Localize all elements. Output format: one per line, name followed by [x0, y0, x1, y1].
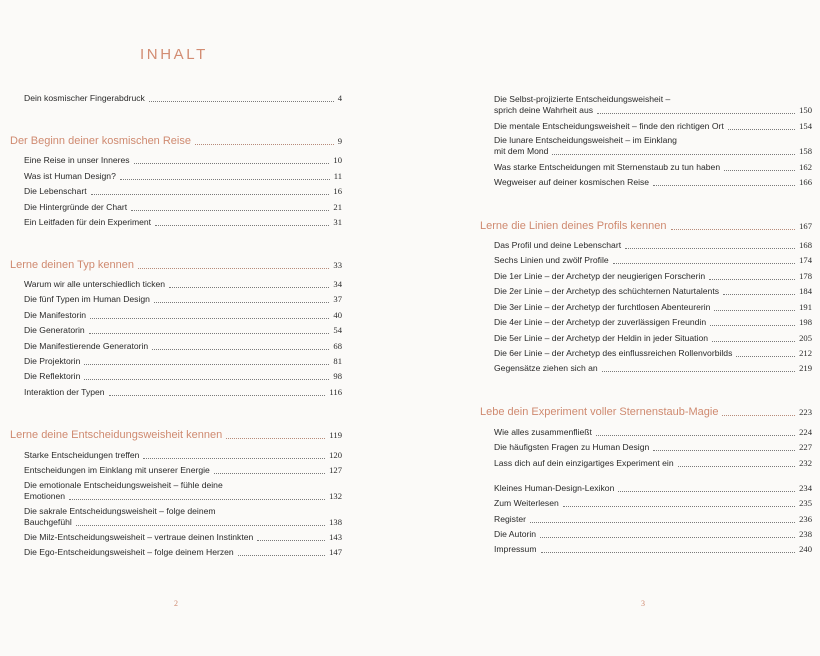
toc-entry-label: Die 5er Linie – der Archetyp der Heldin in jeder Situation — [494, 333, 709, 343]
toc-entry-label: Die 6er Linie – der Archetyp des einflussreichen Rollenvorbilds — [494, 348, 733, 358]
toc-entry-page: 16 — [333, 186, 342, 196]
toc-entry-label: Impressum — [494, 544, 537, 554]
toc-entry-page: 212 — [799, 348, 812, 358]
section-title: Der Beginn deiner kosmischen Reise — [10, 135, 191, 147]
leader-dots — [69, 499, 325, 500]
toc-entry-page: 68 — [333, 341, 342, 351]
leader-dots — [712, 341, 795, 342]
toc-entry[interactable] — [494, 514, 812, 525]
toc-entry[interactable] — [494, 286, 812, 297]
toc-entry-page: 150 — [799, 105, 812, 115]
leader-dots — [76, 525, 325, 526]
toc-section-heading[interactable] — [10, 136, 342, 147]
toc-entry-label-line1: Die emotionale Entscheidungsweisheit – fühle deine — [24, 480, 223, 490]
leader-dots — [214, 473, 325, 474]
toc-entry-label: Die fünf Typen im Human Design — [24, 294, 150, 304]
toc-entry[interactable] — [494, 146, 812, 157]
toc-entry[interactable] — [24, 480, 342, 491]
toc-entry-page: 238 — [799, 529, 812, 539]
toc-entry-page: 34 — [333, 279, 342, 289]
toc-entry-label: Die häufigsten Fragen zu Human Design — [494, 442, 650, 452]
toc-entry-page: 227 — [799, 442, 812, 452]
toc-entry-label: Die 3er Linie – der Archetyp der furchtlosen Abenteurerin — [494, 302, 711, 312]
toc-entry[interactable] — [494, 498, 812, 509]
section-page: 33 — [333, 260, 342, 270]
leader-dots — [602, 371, 795, 372]
section-title: Lebe dein Experiment voller Sternenstaub-Magie — [480, 406, 719, 418]
toc-entry-page: 166 — [799, 177, 812, 187]
toc-entry-page: 184 — [799, 286, 812, 296]
toc-entry-label: Die Generatorin — [24, 325, 85, 335]
leader-dots — [530, 522, 795, 523]
section-page: 9 — [337, 136, 342, 146]
toc-entry-page: 154 — [799, 121, 812, 131]
toc-entry[interactable] — [494, 94, 812, 105]
leader-dots — [226, 438, 325, 439]
toc-entry[interactable] — [24, 341, 342, 352]
toc-section-heading[interactable] — [480, 407, 812, 418]
leader-dots — [596, 435, 795, 436]
toc-entry[interactable] — [494, 483, 812, 494]
toc-entry-label: Was ist Human Design? — [24, 171, 116, 181]
page-number: 3 — [641, 599, 645, 608]
toc-entry-label: Eine Reise in unser Inneres — [24, 155, 130, 165]
toc-title: INHALT — [140, 46, 208, 63]
toc-entry-label: sprich deine Wahrheit aus — [494, 105, 594, 115]
toc-entry-label: Emotionen — [24, 491, 66, 501]
leader-dots — [154, 302, 329, 303]
toc-entry[interactable] — [494, 529, 812, 540]
toc-entry-label: Dein kosmischer Fingerabdruck — [24, 93, 145, 103]
toc-entry-label: mit dem Mond — [494, 146, 549, 156]
leader-dots — [109, 395, 326, 396]
leader-dots — [238, 555, 325, 556]
leader-dots — [138, 268, 329, 269]
toc-entry-label: Das Profil und deine Lebenschart — [494, 240, 622, 250]
leader-dots — [541, 552, 796, 553]
leader-dots — [84, 379, 329, 380]
leader-dots — [728, 129, 795, 130]
leader-dots — [149, 101, 334, 102]
leader-dots — [724, 170, 795, 171]
toc-entry[interactable] — [24, 171, 342, 182]
leader-dots — [709, 279, 795, 280]
toc-entry[interactable] — [494, 162, 812, 173]
leader-dots — [552, 154, 795, 155]
toc-entry-page: 11 — [333, 171, 342, 181]
toc-entry[interactable] — [494, 458, 812, 469]
leader-dots — [152, 349, 329, 350]
toc-entry[interactable] — [24, 310, 342, 321]
leader-dots — [613, 263, 795, 264]
toc-entry[interactable] — [24, 517, 342, 528]
toc-entry-label: Warum wir alle unterschiedlich ticken — [24, 279, 166, 289]
toc-entry-page: 31 — [333, 217, 342, 227]
toc-entry[interactable] — [24, 279, 342, 290]
toc-entry[interactable] — [24, 387, 342, 398]
toc-entry-page: 236 — [799, 514, 812, 524]
toc-entry-label: Bauchgefühl — [24, 517, 72, 527]
toc-entry-page: 120 — [329, 450, 342, 460]
toc-entry[interactable] — [494, 121, 812, 132]
toc-entry-page: 168 — [799, 240, 812, 250]
leader-dots — [195, 144, 334, 145]
toc-entry[interactable] — [24, 465, 342, 476]
leader-dots — [89, 333, 330, 334]
toc-entry[interactable] — [24, 202, 342, 213]
section-page: 167 — [799, 221, 812, 231]
toc-entry[interactable] — [494, 271, 812, 282]
toc-entry-label: Die Reflektorin — [24, 371, 81, 381]
toc-entry-label: Die 4er Linie – der Archetyp der zuverlässigen Freundin — [494, 317, 707, 327]
toc-entry-page: 127 — [329, 465, 342, 475]
toc-entry-page: 143 — [329, 532, 342, 542]
toc-entry-label: Die Lebenschart — [24, 186, 87, 196]
toc-entry[interactable] — [24, 93, 342, 104]
toc-entry-label: Sechs Linien und zwölf Profile — [494, 255, 609, 265]
toc-entry-label: Starke Entscheidungen treffen — [24, 450, 140, 460]
toc-entry-page: 219 — [799, 363, 812, 373]
toc-entry-page: 116 — [329, 387, 342, 397]
toc-entry-page: 138 — [329, 517, 342, 527]
toc-entry-label: Was starke Entscheidungen mit Sternenstaub zu tun haben — [494, 162, 721, 172]
toc-entry-label: Die Milz-Entscheidungsweisheit – vertraue deinen Instinkten — [24, 532, 254, 542]
toc-entry-page: 232 — [799, 458, 812, 468]
toc-entry-label: Die Hintergründe der Chart — [24, 202, 128, 212]
toc-entry-page: 132 — [329, 491, 342, 501]
toc-entry[interactable] — [494, 544, 812, 555]
section-title: Lerne die Linien deines Profils kennen — [480, 220, 667, 232]
toc-entry[interactable] — [24, 532, 342, 543]
section-page: 223 — [799, 407, 812, 417]
toc-entry-label: Die Manifestorin — [24, 310, 87, 320]
leader-dots — [736, 356, 795, 357]
toc-entry-label: Zum Weiterlesen — [494, 498, 559, 508]
toc-entry-label: Lass dich auf dein einzigartiges Experiment ein — [494, 458, 674, 468]
toc-entry-label: Die 1er Linie – der Archetyp der neugierigen Forscherin — [494, 271, 706, 281]
toc-entry[interactable] — [494, 363, 812, 374]
toc-entry-page: 54 — [333, 325, 342, 335]
toc-entry-page: 235 — [799, 498, 812, 508]
toc-entry-label-line1: Die lunare Entscheidungsweisheit – im Einklang — [494, 135, 677, 145]
toc-entry-label: Die Ego-Entscheidungsweisheit – folge deinem Herzen — [24, 547, 234, 557]
leader-dots — [257, 540, 325, 541]
toc-entry-label: Die Projektorin — [24, 356, 81, 366]
toc-entry-page: 205 — [799, 333, 812, 343]
toc-entry-page: 37 — [333, 294, 342, 304]
section-page: 119 — [329, 430, 342, 440]
toc-entry-label-line1: Die sakrale Entscheidungsweisheit – folge deinem — [24, 506, 216, 516]
leader-dots — [653, 450, 795, 451]
leader-dots — [710, 325, 795, 326]
leader-dots — [597, 113, 795, 114]
leader-dots — [714, 310, 795, 311]
toc-entry[interactable] — [494, 240, 812, 251]
toc-section-heading[interactable] — [10, 260, 342, 271]
toc-entry[interactable] — [24, 294, 342, 305]
toc-entry-label: Kleines Human-Design-Lexikon — [494, 483, 615, 493]
toc-entry-label-line1: Die Selbst-projizierte Entscheidungsweisheit – — [494, 94, 671, 104]
toc-entry-label: Gegensätze ziehen sich an — [494, 363, 598, 373]
toc-entry-page: 174 — [799, 255, 812, 265]
leader-dots — [653, 185, 795, 186]
toc-entry[interactable] — [24, 506, 342, 517]
toc-entry[interactable] — [494, 105, 812, 116]
section-title: Lerne deinen Typ kennen — [10, 259, 134, 271]
toc-entry-label: Wegweiser auf deiner kosmischen Reise — [494, 177, 650, 187]
toc-entry-label: Die 2er Linie – der Archetyp des schüchternen Naturtalents — [494, 286, 719, 296]
toc-entry-page: 10 — [333, 155, 342, 165]
toc-entry-page: 224 — [799, 427, 812, 437]
leader-dots — [84, 364, 329, 365]
toc-entry[interactable] — [24, 547, 342, 558]
leader-dots — [134, 163, 330, 164]
toc-entry[interactable] — [494, 177, 812, 188]
leader-dots — [143, 458, 325, 459]
toc-entry-page: 178 — [799, 271, 812, 281]
toc-entry[interactable] — [24, 217, 342, 228]
leader-dots — [723, 294, 795, 295]
toc-entry[interactable] — [494, 333, 812, 344]
toc-entry[interactable] — [24, 371, 342, 382]
leader-dots — [540, 537, 795, 538]
toc-entry[interactable] — [494, 302, 812, 313]
toc-entry-label: Register — [494, 514, 526, 524]
toc-entry-label: Die Manifestierende Generatorin — [24, 341, 149, 351]
toc-entry-page: 40 — [333, 310, 342, 320]
leader-dots — [678, 466, 795, 467]
toc-entry-page: 158 — [799, 146, 812, 156]
toc-entry[interactable] — [24, 356, 342, 367]
toc-entry-label: Die Autorin — [494, 529, 537, 539]
toc-entry[interactable] — [494, 135, 812, 146]
page-number: 2 — [174, 599, 178, 608]
leader-dots — [90, 318, 329, 319]
toc-entry[interactable] — [494, 442, 812, 453]
toc-entry-page: 4 — [337, 93, 342, 103]
toc-entry-page: 21 — [333, 202, 342, 212]
toc-entry[interactable] — [494, 255, 812, 266]
leader-dots — [169, 287, 329, 288]
toc-entry-label: Entscheidungen im Einklang mit unserer Energie — [24, 465, 210, 475]
leader-dots — [722, 415, 795, 416]
toc-entry-label: Interaktion der Typen — [24, 387, 105, 397]
toc-entry[interactable] — [24, 186, 342, 197]
toc-entry-page: 240 — [799, 544, 812, 554]
toc-entry[interactable] — [494, 427, 812, 438]
leader-dots — [131, 210, 329, 211]
toc-entry[interactable] — [24, 450, 342, 461]
leader-dots — [618, 491, 795, 492]
toc-entry[interactable] — [494, 348, 812, 359]
toc-entry-page: 98 — [333, 371, 342, 381]
toc-section-heading[interactable] — [480, 221, 812, 232]
leader-dots — [625, 248, 795, 249]
toc-entry-page: 191 — [799, 302, 812, 312]
toc-section-heading[interactable] — [10, 430, 342, 441]
toc-entry-page: 234 — [799, 483, 812, 493]
toc-entry-label: Wie alles zusammenfließt — [494, 427, 592, 437]
leader-dots — [671, 229, 796, 230]
toc-entry[interactable] — [24, 325, 342, 336]
section-title: Lerne deine Entscheidungsweisheit kennen — [10, 429, 223, 441]
right-page — [410, 0, 820, 656]
toc-entry[interactable] — [24, 155, 342, 166]
toc-entry[interactable] — [24, 491, 342, 502]
leader-dots — [120, 179, 330, 180]
leader-dots — [563, 506, 795, 507]
toc-entry-page: 147 — [329, 547, 342, 557]
leader-dots — [91, 194, 330, 195]
toc-entry-page: 81 — [333, 356, 342, 366]
toc-entry-page: 162 — [799, 162, 812, 172]
toc-entry[interactable] — [494, 317, 812, 328]
toc-entry-page: 198 — [799, 317, 812, 327]
leader-dots — [155, 225, 329, 226]
toc-entry-label: Die mentale Entscheidungsweisheit – finde den richtigen Ort — [494, 121, 724, 131]
toc-entry-label: Ein Leitfaden für dein Experiment — [24, 217, 152, 227]
